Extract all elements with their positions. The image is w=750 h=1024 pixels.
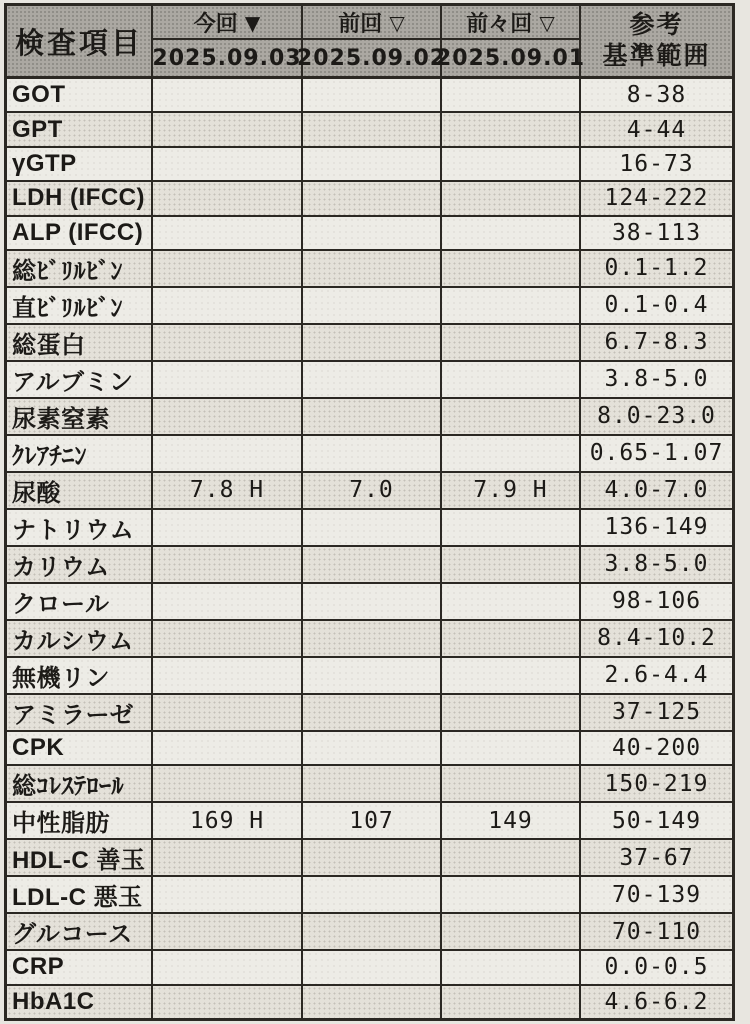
visit-previous-label-row	[303, 6, 440, 40]
before-previous-value	[442, 251, 581, 286]
table-row	[7, 288, 732, 325]
before-previous-value	[442, 766, 581, 801]
current-value	[153, 621, 303, 656]
table-row	[7, 621, 732, 658]
visit-current-label: 今回	[193, 10, 238, 36]
table-row	[7, 658, 732, 695]
test-item-name: GOT	[7, 79, 153, 111]
previous-value	[303, 113, 442, 145]
previous-value	[303, 766, 442, 801]
visit-before-previous-label-row	[442, 6, 579, 40]
before-previous-value	[442, 658, 581, 693]
previous-value	[303, 547, 442, 582]
test-item-name: 総蛋白	[7, 325, 153, 360]
table-row	[7, 510, 732, 547]
previous-value	[303, 951, 442, 983]
table-row	[7, 951, 732, 985]
before-previous-value	[442, 840, 581, 875]
test-item-name: 直ﾋﾞﾘﾙﾋﾞﾝ	[7, 288, 153, 323]
reference-range: 70-139	[611, 881, 702, 908]
previous-value	[303, 217, 442, 249]
before-previous-value	[442, 182, 581, 214]
previous-value	[303, 840, 442, 875]
before-previous-value	[442, 217, 581, 249]
reference-range: 98-106	[611, 588, 702, 615]
current-value	[153, 148, 303, 180]
test-item-name: HDL-C 善玉	[7, 840, 153, 875]
before-previous-value	[442, 986, 581, 1018]
reference-range: 37-67	[619, 844, 694, 871]
previous-value	[303, 658, 442, 693]
previous-value: 107	[303, 803, 442, 838]
previous-value	[303, 732, 442, 764]
current-value	[153, 510, 303, 545]
table-row	[7, 399, 732, 436]
previous-value	[303, 914, 442, 949]
previous-value: 7.0	[303, 473, 442, 508]
visit-before-previous-date: 2025.09.01	[435, 45, 586, 71]
before-previous-value	[442, 510, 581, 545]
table-row	[7, 766, 732, 803]
reference-range: 40-200	[611, 735, 702, 762]
current-value	[153, 325, 303, 360]
visit-current-date: 2025.09.03	[152, 45, 302, 71]
header-reference-range	[581, 6, 732, 76]
before-previous-value	[442, 288, 581, 323]
previous-value	[303, 79, 442, 111]
table-body	[7, 79, 732, 1018]
previous-value	[303, 399, 442, 434]
before-previous-value	[442, 325, 581, 360]
previous-value	[303, 251, 442, 286]
test-item-name: カリウム	[7, 547, 153, 582]
reference-range-label-line1: 参考	[629, 10, 684, 39]
previous-value	[303, 436, 442, 471]
reference-range: 124-222	[604, 185, 709, 212]
current-value	[153, 79, 303, 111]
reference-range-label-line2: 基準範囲	[602, 42, 711, 70]
table-row	[7, 362, 732, 399]
test-item-name: γGTP	[7, 148, 153, 180]
reference-range: 0.0-0.5	[604, 954, 709, 981]
table-row	[7, 732, 732, 766]
reference-range: 3.8-5.0	[604, 551, 709, 578]
reference-range: 16-73	[619, 150, 694, 177]
test-item-name: GPT	[7, 113, 153, 145]
before-previous-value	[442, 621, 581, 656]
table-row	[7, 986, 732, 1018]
table-row	[7, 113, 732, 147]
previous-value	[303, 695, 442, 730]
test-item-name: カルシウム	[7, 621, 153, 656]
current-value	[153, 914, 303, 949]
table-row	[7, 547, 732, 584]
test-item-name: LDH (IFCC)	[7, 182, 153, 214]
reference-range: 2.6-4.4	[604, 662, 709, 689]
test-item-name: グルコース	[7, 914, 153, 949]
before-previous-value	[442, 877, 581, 912]
reference-range: 4-44	[626, 116, 687, 143]
table-row	[7, 584, 732, 621]
before-previous-value	[442, 584, 581, 619]
before-previous-value	[442, 914, 581, 949]
header-visit-before-previous	[435, 6, 586, 76]
current-value	[153, 986, 303, 1018]
before-previous-value: 7.9 H	[442, 473, 581, 508]
reference-range: 38-113	[611, 219, 702, 246]
before-previous-value	[442, 148, 581, 180]
previous-value	[303, 986, 442, 1018]
reference-range: 0.1-0.4	[604, 292, 709, 319]
test-item-name: アミラーゼ	[7, 695, 153, 730]
test-item-name: ｸﾚｱﾁﾆﾝ	[7, 436, 153, 471]
reference-range: 8.0-23.0	[597, 403, 716, 430]
before-previous-value	[442, 547, 581, 582]
table-row	[7, 148, 732, 182]
visit-before-previous-label: 前々回	[466, 10, 533, 36]
previous-value	[303, 621, 442, 656]
visit-previous-date: 2025.09.02	[296, 45, 447, 71]
table-row	[7, 217, 732, 251]
previous-value	[303, 877, 442, 912]
header-visit-current	[153, 6, 303, 76]
table-row	[7, 436, 732, 473]
previous-value	[303, 362, 442, 397]
table-row	[7, 251, 732, 288]
lab-results-table	[4, 3, 735, 1021]
before-previous-value	[442, 695, 581, 730]
current-value	[153, 251, 303, 286]
current-value	[153, 877, 303, 912]
before-previous-value	[442, 951, 581, 983]
current-value	[153, 362, 303, 397]
reference-range: 37-125	[611, 699, 702, 726]
previous-value	[303, 325, 442, 360]
reference-range: 0.1-1.2	[604, 255, 709, 282]
before-previous-value	[442, 113, 581, 145]
reference-range: 4.6-6.2	[604, 988, 709, 1015]
current-value	[153, 113, 303, 145]
test-item-name: 尿酸	[7, 473, 153, 508]
current-value	[153, 217, 303, 249]
table-row	[7, 325, 732, 362]
previous-value	[303, 288, 442, 323]
current-value	[153, 951, 303, 983]
table-row	[7, 840, 732, 877]
reference-range: 8-38	[626, 82, 687, 109]
test-item-name: 無機リン	[7, 658, 153, 693]
test-item-name: CRP	[7, 951, 153, 983]
table-row	[7, 182, 732, 216]
current-value	[153, 732, 303, 764]
reference-range: 6.7-8.3	[604, 329, 709, 356]
table-row	[7, 803, 732, 840]
table-row	[7, 877, 732, 914]
current-value	[153, 658, 303, 693]
test-item-name: ALP (IFCC)	[7, 217, 153, 249]
current-value: 169 H	[153, 803, 303, 838]
test-item-name: 中性脂肪	[7, 803, 153, 838]
current-value	[153, 399, 303, 434]
reference-range: 8.4-10.2	[597, 625, 716, 652]
test-item-name: アルブミン	[7, 362, 153, 397]
test-item-name: クロール	[7, 584, 153, 619]
current-value	[153, 436, 303, 471]
reference-range: 136-149	[604, 514, 709, 541]
test-item-name: 尿素窒素	[7, 399, 153, 434]
visit-previous-label: 前回	[338, 10, 383, 36]
current-value	[153, 288, 303, 323]
reference-range: 50-149	[611, 807, 702, 834]
before-previous-value	[442, 732, 581, 764]
before-previous-value	[442, 362, 581, 397]
reference-range: 150-219	[604, 770, 709, 797]
current-value	[153, 766, 303, 801]
current-value	[153, 547, 303, 582]
table-row	[7, 79, 732, 113]
before-previous-value	[442, 79, 581, 111]
reference-range: 3.8-5.0	[604, 366, 709, 393]
visit-current-label-row	[153, 6, 301, 40]
previous-value	[303, 584, 442, 619]
before-previous-value	[442, 436, 581, 471]
test-item-name: CPK	[7, 732, 153, 764]
current-value	[153, 584, 303, 619]
hollow-triangle-icon: ▽	[389, 11, 405, 35]
table-header	[7, 6, 732, 79]
test-item-name: 総ﾋﾞﾘﾙﾋﾞﾝ	[7, 251, 153, 286]
current-value	[153, 695, 303, 730]
previous-value	[303, 510, 442, 545]
table-row	[7, 695, 732, 732]
previous-value	[303, 182, 442, 214]
hollow-triangle-icon: ▽	[539, 11, 555, 35]
before-previous-value: 149	[442, 803, 581, 838]
reference-range: 4.0-7.0	[604, 477, 709, 504]
test-item-name: 総ｺﾚｽﾃﾛｰﾙ	[7, 766, 153, 801]
test-item-name: LDL-C 悪玉	[7, 877, 153, 912]
header-visit-previous	[296, 6, 447, 76]
reference-range: 70-110	[611, 918, 702, 945]
current-value: 7.8 H	[153, 473, 303, 508]
before-previous-value	[442, 399, 581, 434]
header-test-item: 検査項目	[7, 6, 153, 76]
table-row	[7, 473, 732, 510]
reference-range: 0.65-1.07	[589, 440, 724, 467]
current-value	[153, 840, 303, 875]
filled-triangle-icon: ▼	[244, 11, 261, 35]
table-row	[7, 914, 732, 951]
previous-value	[303, 148, 442, 180]
test-item-name: ナトリウム	[7, 510, 153, 545]
test-item-name: HbA1C	[7, 986, 153, 1018]
current-value	[153, 182, 303, 214]
